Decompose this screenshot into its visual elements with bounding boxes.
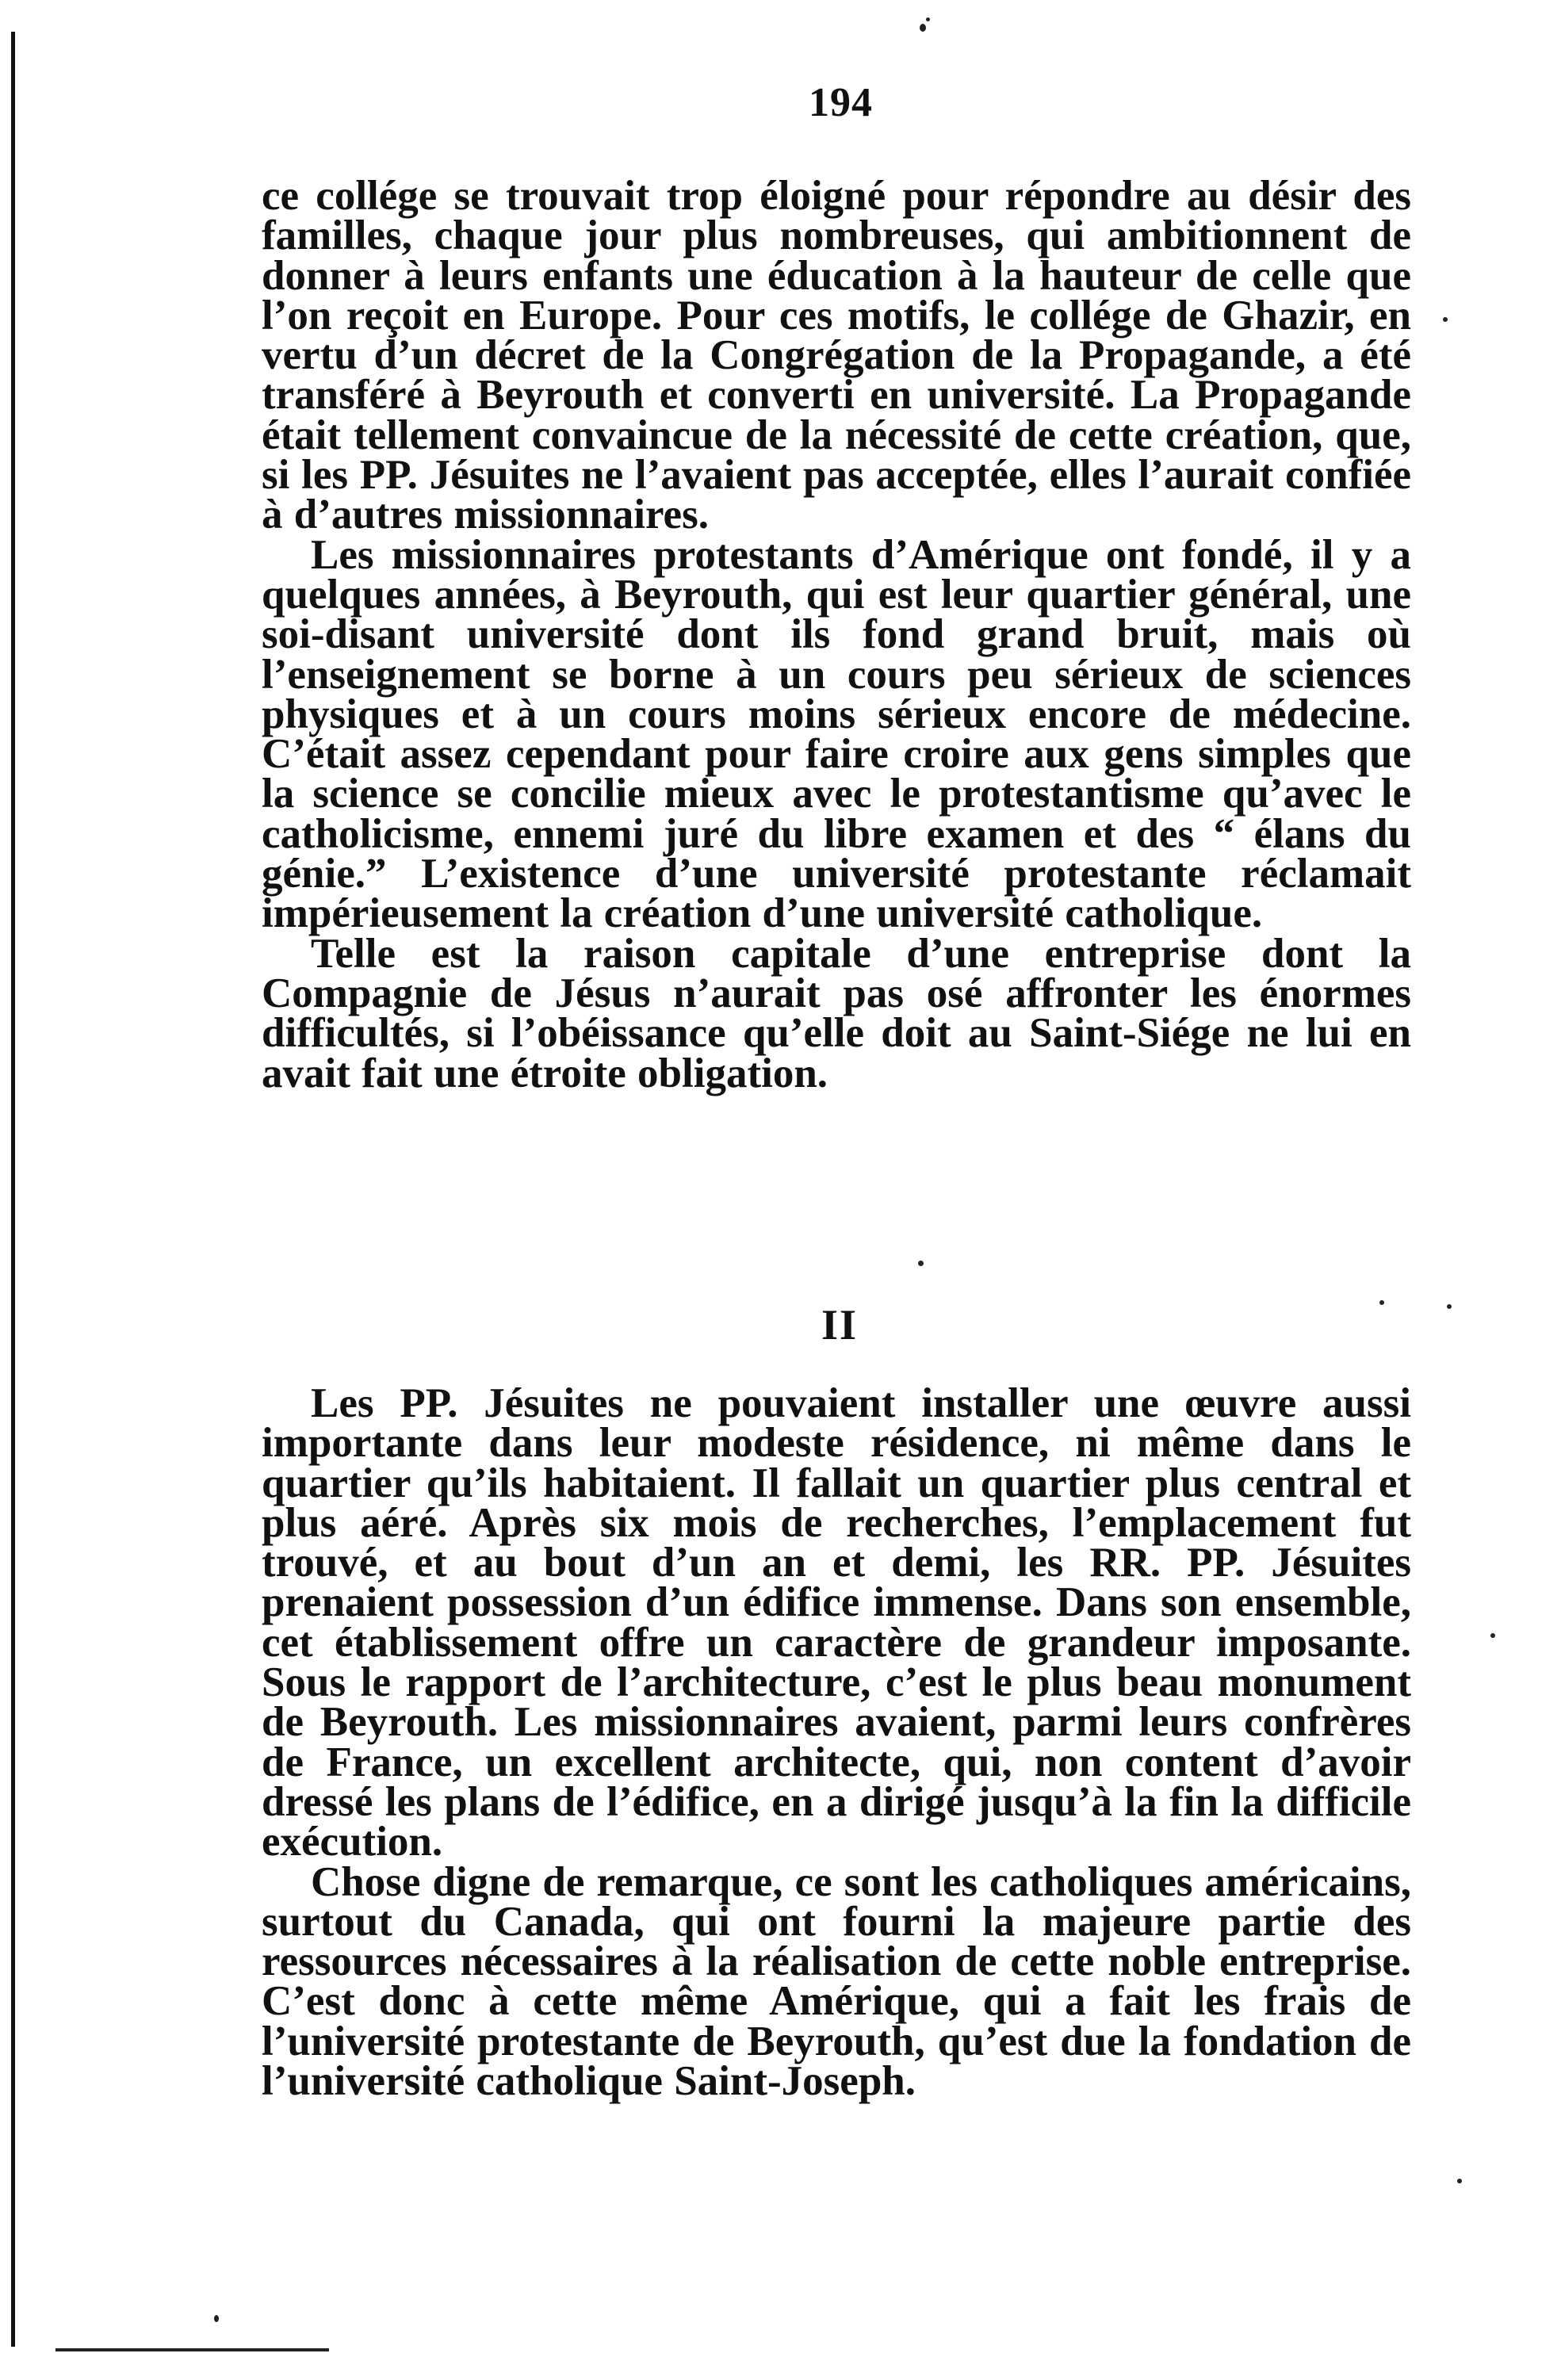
scan-speck — [1447, 1304, 1452, 1309]
paragraph: ce collége se trouvait trop éloigné pour répondre au désir des familles, chaque jour plus nombreuses, qui ambitionnent de donner à leurs enfants une éducation à la hauteur de celle que l’on reçoit en Europe. Pour ces motifs, le collége de Ghazir, en vertu d’un décret de la Congrégation de la Propagande, a été transféré à Beyrouth et converti en université. La Propagande était tellement convaincue de la nécessité de cette création, que, si les PP. Jésuites ne l’avaient pas acceptée, elles l’aurait confiée à d’autres missionnaires. — [262, 173, 1411, 538]
scan-speck — [1457, 2179, 1462, 2183]
paragraph: Chose digne de remarque, ce sont les catholiques américains, surtout du Canada, qui ont fourni la majeure partie des ressources nécessaires à la réalisation de cette noble entreprise. C’est donc à cette même Amérique, qui a fait les frais de l’université protestante de Beyrouth, qu’est due la fondation de l’université catholique Saint-Joseph. — [262, 1858, 1411, 2105]
section-heading: II — [821, 1301, 859, 1349]
scan-speck — [1490, 1633, 1495, 1638]
scan-speck — [1379, 1300, 1384, 1305]
page-number: 194 — [809, 80, 873, 125]
scan-speck — [214, 2315, 219, 2322]
scan-speck — [926, 17, 930, 21]
scan-speck — [918, 1261, 924, 1266]
paragraph: Les missionnaires protestants d’Amérique ont fondé, il y a quelques années, à Beyrouth, qui est leur quartier général, une soi-disant université dont ils fond grand bruit, mais où l’enseignement se borne à un cours peu sérieux de sciences physiques et à un cours moins sérieux encore de médecine. C’était assez cependant pour faire croire aux gens simples que la science se concilie mieux avec le protestantisme qu’avec le catholicisme, ennemi juré du libre examen et des “ élans du génie.” L’existence d’une université protestante réclamait impérieusement la création d’une université catholique. — [262, 531, 1411, 937]
scan-speck — [920, 24, 926, 32]
scan-edge-rule — [11, 32, 15, 2347]
scan-speck — [1443, 317, 1448, 322]
text-block-lower — [262, 1380, 1411, 2105]
paragraph: Les PP. Jésuites ne pouvaient installer une œuvre aussi importante dans leur modeste résidence, ni même dans le quartier qu’ils habitaient. Il fallait un quartier plus central et plus aéré. Après six mois de recherches, l’emplacement fut trouvé, et au bout d’un an et demi, les RR. PP. Jésuites prenaient possession d’un édifice immense. Dans son ensemble, cet établissement offre un caractère de grandeur imposante. Sous le rapport de l’architecture, c’est le plus beau monument de Beyrouth. Les missionnaires avaient, parmi leurs confrères de France, un excellent architecte, qui, non content d’avoir dressé les plans de l’édifice, en a dirigé jusqu’à la fin la difficile exécution. — [262, 1380, 1411, 1865]
text-block-upper — [262, 173, 1411, 1096]
paragraph: Telle est la raison capitale d’une entreprise dont la Compagnie de Jésus n’aurait pas osé affronter les énormes difficultés, si l’obéissance qu’elle doit au Saint-Siége ne lui en avait fait une étroite obligation. — [262, 930, 1411, 1096]
scan-bottom-rule — [55, 2348, 329, 2351]
